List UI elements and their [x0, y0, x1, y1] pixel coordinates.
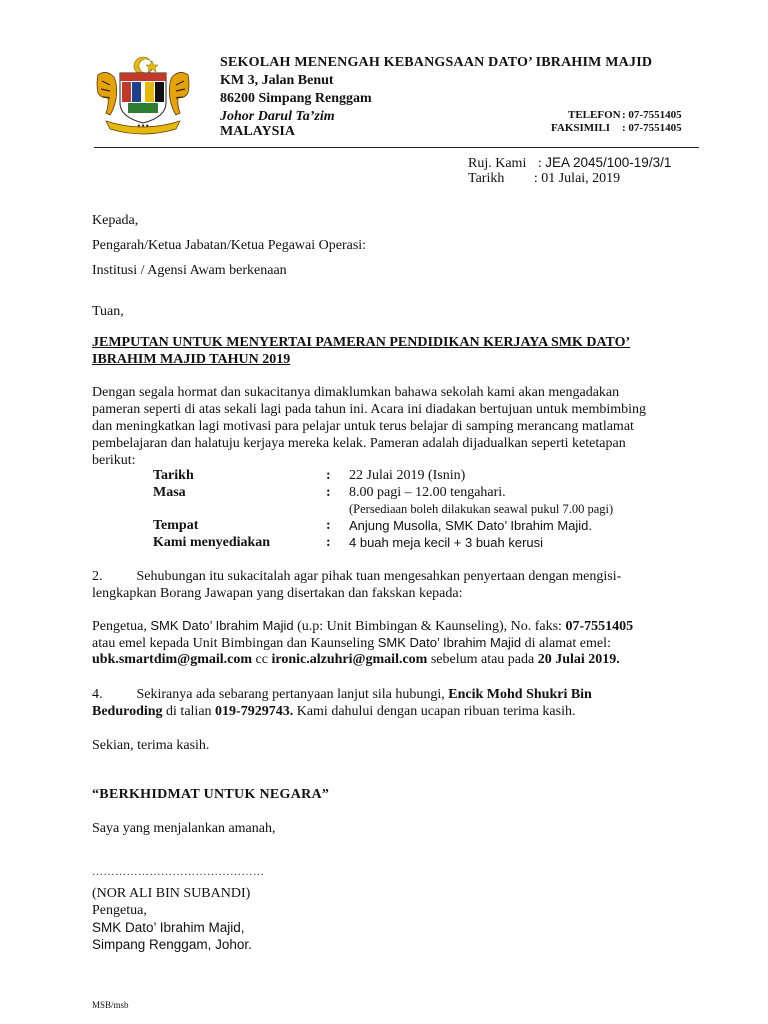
para2-line-1	[92, 568, 702, 585]
address-line-3: Johor Darul Ta’zim	[220, 109, 335, 124]
school-name: SEKOLAH MENENGAH KEBANGSAAN DATO’ IBRAHIM MAJID	[220, 55, 653, 70]
signatory-school: SMK Dato’ Ibrahim Majid,	[92, 920, 245, 935]
telefon-label: TELEFON	[568, 109, 621, 121]
phone-number: 019-7929743.	[215, 704, 294, 719]
contact-text: di alamat emel:	[521, 636, 611, 651]
contact-text: sebelum atau pada	[427, 652, 538, 667]
ruj-label: Ruj. Kami	[468, 156, 527, 171]
contact-person: Encik Mohd Shukri Bin	[448, 687, 592, 702]
fax-number: 07-7551405	[565, 619, 634, 634]
para4-number: 4.	[92, 687, 103, 702]
letter-title-line-2: IBRAHIM MAJID TAHUN 2019	[92, 352, 291, 367]
colon: :	[326, 535, 331, 550]
date-line: Tarikh : 01 Julai, 2019	[468, 171, 621, 186]
signatory-place: Simpang Renggam, Johor.	[92, 937, 252, 952]
recipient-line-1: Pengarah/Ketua Jabatan/Ketua Pegawai Operasi:	[92, 238, 367, 253]
email-link-1[interactable]: ubk.smartdim@gmail.com	[92, 652, 253, 667]
intro-line-2: pameran seperti di atas sekali lagi pada tahun ini. Acara ini diadakan bertujuan untuk membimbing	[92, 402, 646, 417]
school-short-name: SMK Dato’ Ibrahim Majid	[377, 635, 522, 650]
reference-line: Ruj. Kami : JEA 2045/100-19/3/1	[468, 155, 672, 171]
ruj-value: JEA 2045/100-19/3/1	[545, 155, 672, 170]
signature-line: ………………………………………	[92, 866, 265, 878]
contact-line-1	[92, 617, 702, 635]
intro-line-3: dan meningkatkan lagi motivasi para pelajar untuk terus belajar di samping merancang matlamat	[92, 419, 634, 434]
sedia-row-value: 4 buah meja kecil + 3 buah kerusi	[349, 535, 544, 550]
tempat-row-label: Tempat	[153, 518, 199, 533]
contact-text: (u.p: Unit Bimbingan & Kaunseling), No. faks:	[293, 619, 566, 634]
letter-title-line-1: JEMPUTAN UNTUK MENYERTAI PAMERAN PENDIDIKAN KERJAYA SMK DATO’	[92, 335, 631, 350]
para4-line-1	[92, 686, 702, 703]
contact-person-surname: Beduroding	[92, 704, 163, 719]
address-line-4: MALAYSIA	[220, 124, 295, 139]
coat-of-arms-icon	[88, 55, 198, 135]
colon: :	[326, 518, 331, 533]
recipient-line-2: Institusi / Agensi Awam berkenaan	[92, 263, 287, 278]
address-line-1: KM 3, Jalan Benut	[220, 73, 334, 88]
faksimili-value: : 07-7551405	[622, 122, 682, 134]
colon: :	[326, 485, 331, 500]
para4-line-2	[92, 703, 702, 720]
contact-text: atau emel kepada Unit Bimbingan dan Kaunseling	[92, 636, 378, 651]
contact-text: Pengetua,	[92, 619, 151, 634]
sekian: Sekian, terima kasih.	[92, 738, 210, 753]
contact-line-3	[92, 651, 702, 668]
address-line-2: 86200 Simpang Renggam	[220, 91, 372, 106]
para2-number: 2.	[92, 569, 103, 584]
intro-line-4: pembelajaran dan halatuju kerjaya mereka kelak. Pameran adalah dijadualkan seperti ketetapan	[92, 436, 626, 451]
tarikh-row-label: Tarikh	[153, 468, 194, 483]
para4-text: di talian	[162, 704, 216, 719]
para4-text: Sekiranya ada sebarang pertanyaan lanjut sila hubungi,	[136, 687, 449, 702]
signatory-role: Pengetua,	[92, 903, 147, 918]
colon: :	[326, 468, 331, 483]
intro-line-5: berikut:	[92, 453, 136, 468]
kepada: Kepada,	[92, 213, 139, 228]
salutation: Tuan,	[92, 304, 124, 319]
para2-text-1: Sehubungan itu sukacitalah agar pihak tuan mengesahkan penyertaan dengan mengisi-	[136, 569, 622, 584]
intro-line-1: Dengan segala hormat dan sukacitanya dimaklumkan bahawa sekolah kami akan mengadakan	[92, 385, 620, 400]
svg-text:● ● ●: ● ● ●	[137, 124, 149, 129]
sedia-row-label: Kami menyediakan	[153, 535, 271, 550]
masa-row-label: Masa	[153, 485, 186, 500]
contact-line-2	[92, 634, 702, 652]
email-link-2[interactable]: ironic.alzuhri@gmail.com	[271, 652, 428, 667]
faksimili-label: FAKSIMILI	[551, 122, 611, 134]
cc-text: cc	[252, 652, 272, 667]
tarikh-label: Tarikh	[468, 171, 505, 186]
amanah: Saya yang menjalankan amanah,	[92, 821, 276, 836]
masa-row-value: 8.00 pagi – 12.00 tengahari.	[349, 485, 506, 500]
deadline-date: 20 Julai 2019.	[537, 652, 620, 667]
school-short-name: SMK Dato’ Ibrahim Majid	[150, 618, 294, 633]
signatory-name: (NOR ALI BIN SUBANDI)	[92, 886, 251, 901]
para4-text: Kami dahului dengan ucapan ribuan terima kasih.	[293, 704, 576, 719]
tarikh-row-value: 22 Julai 2019 (Isnin)	[349, 468, 466, 483]
tarikh-value: 01 Julai, 2019	[541, 171, 621, 186]
footer-reference: MSB/msb	[92, 1000, 129, 1010]
header-divider	[94, 147, 699, 148]
motto: “BERKHIDMAT UNTUK NEGARA”	[92, 787, 330, 802]
masa-row-note: (Persediaan boleh dilakukan seawal pukul 7.00 pagi)	[349, 502, 614, 516]
para2-line-2: lengkapkan Borang Jawapan yang disertakan dan fakskan kepada:	[92, 586, 463, 601]
tempat-row-value: Anjung Musolla, SMK Dato’ Ibrahim Majid.	[349, 518, 593, 533]
telefon-value: : 07-7551405	[622, 109, 682, 121]
